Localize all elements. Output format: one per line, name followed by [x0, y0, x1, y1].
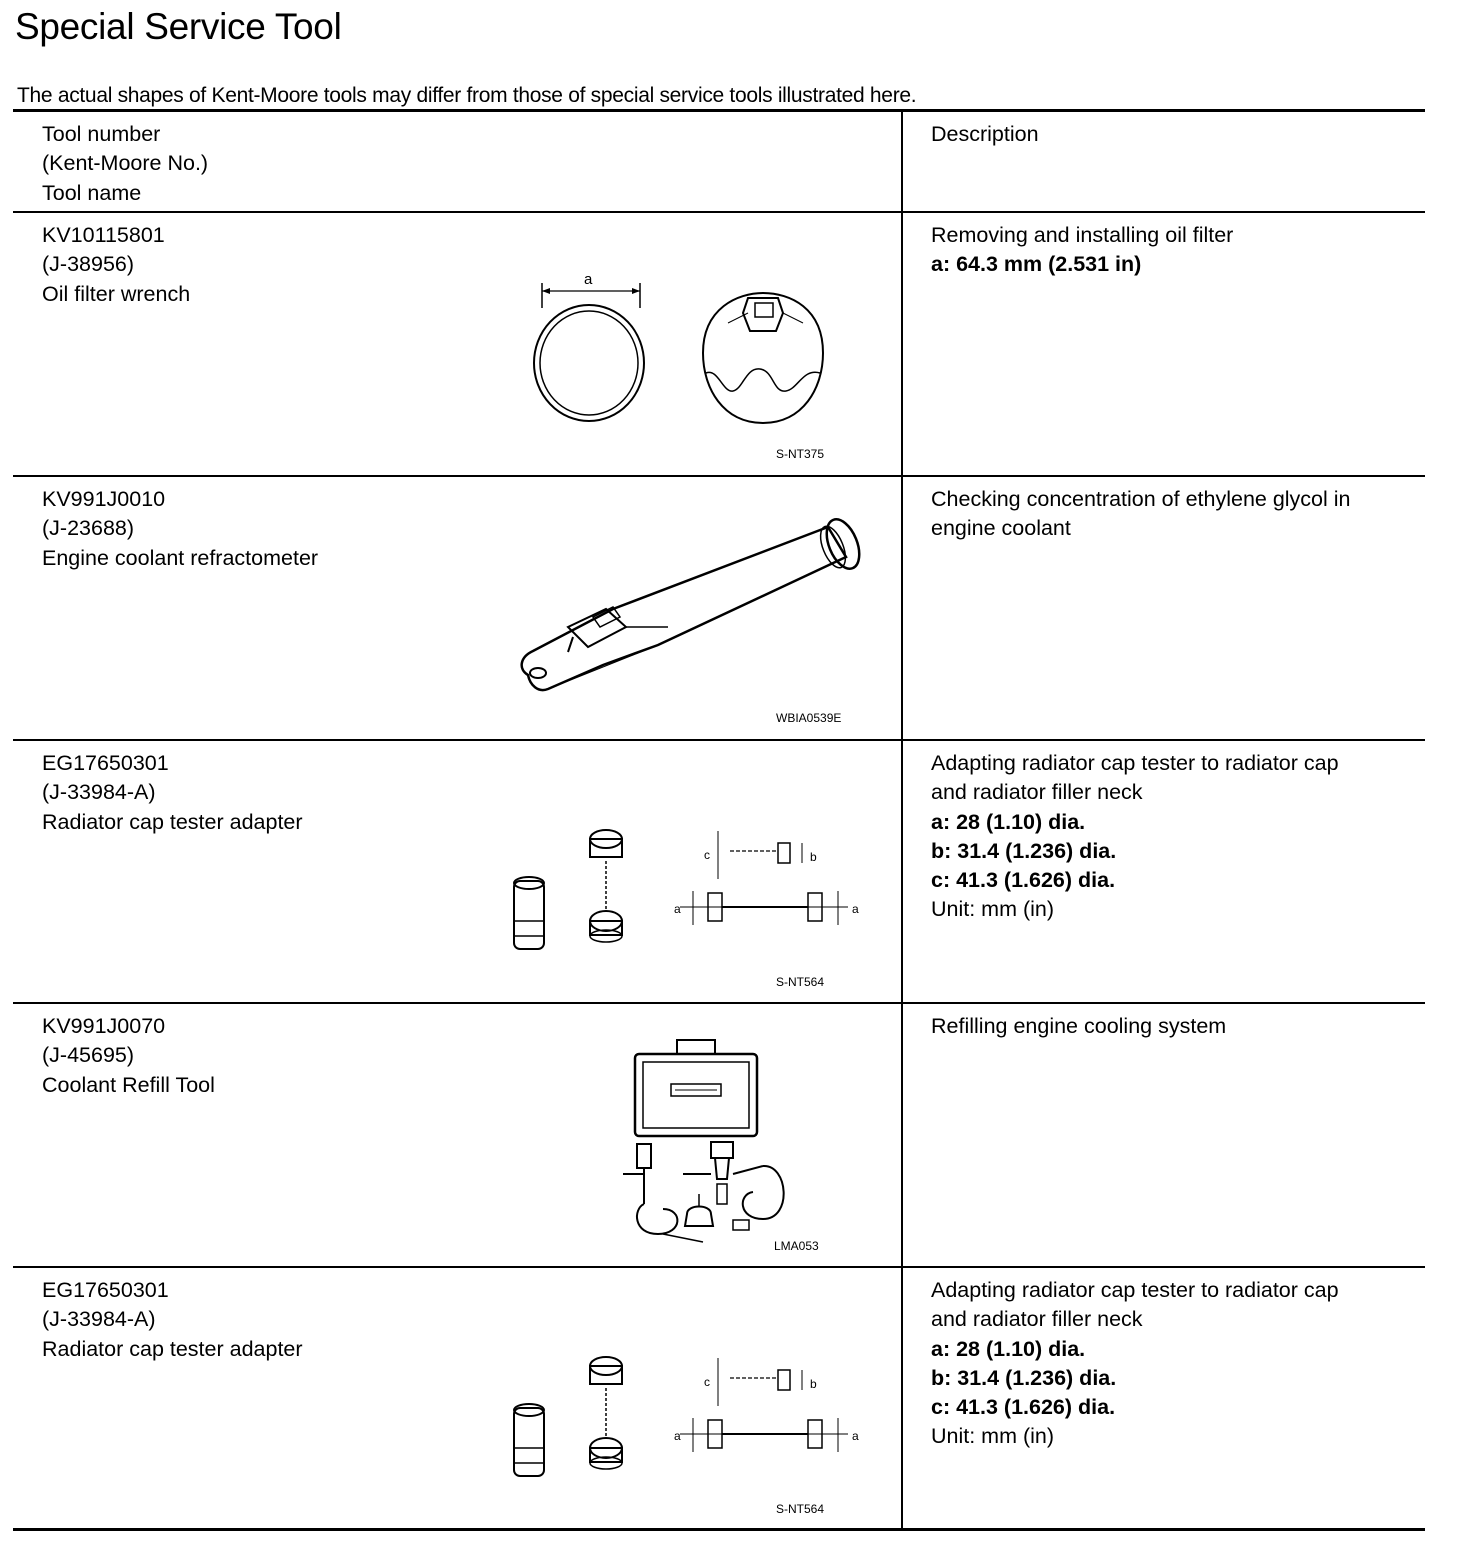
unit-note: Unit: mm (in): [931, 1424, 1055, 1449]
dimension-label-c: c: [704, 1375, 710, 1389]
kent-moore-number: (J-23688): [42, 516, 135, 541]
tool-number: KV991J0070: [42, 1014, 166, 1038]
header-tool-name: Tool name: [42, 180, 142, 205]
coolant-refill-tool-illustration: [613, 1034, 803, 1244]
header-tool-number: Tool number: [42, 122, 161, 146]
spec-a: a: 64.3 mm (2.531 in): [931, 252, 1142, 277]
tool-name: Radiator cap tester adapter: [42, 809, 303, 834]
dimension-label-a: a: [674, 1429, 681, 1443]
kent-moore-number: (J-45695): [42, 1043, 135, 1068]
tool-name: Oil filter wrench: [42, 281, 191, 306]
kent-moore-number: (J-33984-A): [42, 1307, 156, 1332]
page-note: The actual shapes of Kent-Moore tools may differ from those of special service tools illustrated here.: [17, 84, 917, 107]
radiator-cap-adapter-illustration: [508, 821, 868, 971]
tool-identity: [42, 749, 303, 837]
dimension-label-a: a: [852, 1429, 859, 1443]
spec-c: c: 41.3 (1.626) dia.: [931, 1395, 1116, 1420]
column-divider: [901, 112, 903, 213]
spec-b: b: 31.4 (1.236) dia.: [931, 1365, 1117, 1390]
tool-name: Coolant Refill Tool: [42, 1072, 215, 1097]
table-row: [13, 477, 1425, 741]
spec-b: b: 31.4 (1.236) dia.: [931, 838, 1117, 863]
column-divider: [901, 1268, 903, 1530]
radiator-cap-adapter-illustration: [508, 1348, 868, 1498]
description-line: Adapting radiator cap tester to radiator cap: [931, 1278, 1339, 1302]
description-line: Refilling engine cooling system: [931, 1014, 1227, 1038]
figure-code: LMA053: [774, 1239, 819, 1253]
figure-code: S-NT564: [776, 975, 825, 989]
tool-number: EG17650301: [42, 751, 169, 775]
tool-number: EG17650301: [42, 1278, 169, 1302]
page-title: Special Service Tool: [15, 6, 342, 47]
tool-name: Engine coolant refractometer: [42, 545, 319, 570]
table-bottom-rule: [13, 1528, 1425, 1531]
figure-code: S-NT564: [776, 1502, 825, 1516]
description-line: Checking concentration of ethylene glycol in: [931, 487, 1351, 511]
refractometer-illustration: [508, 517, 878, 717]
description-line: Adapting radiator cap tester to radiator cap: [931, 751, 1339, 775]
header-col1: [42, 120, 208, 208]
spec-a: a: 28 (1.10) dia.: [931, 1336, 1086, 1361]
tool-name: Radiator cap tester adapter: [42, 1336, 303, 1361]
column-divider: [901, 477, 903, 741]
dimension-label-a: a: [852, 902, 859, 916]
figure-code: WBIA0539E: [776, 711, 842, 725]
spec-a: a: 28 (1.10) dia.: [931, 809, 1086, 834]
table-row: [13, 1268, 1425, 1530]
tool-identity: [42, 221, 190, 309]
oil-filter-wrench-illustration: [528, 263, 828, 463]
dimension-label-a: a: [584, 271, 593, 288]
dimension-label-a: a: [674, 902, 681, 916]
header-description: Description: [931, 122, 1039, 146]
table-row: [13, 741, 1425, 1004]
unit-note: Unit: mm (in): [931, 897, 1055, 922]
dimension-label-b: b: [810, 850, 817, 864]
dimension-label-c: c: [704, 848, 710, 862]
tool-description: [931, 1276, 1411, 1452]
table-row: [13, 1004, 1425, 1268]
tool-description: [931, 485, 1411, 544]
tool-identity: [42, 1276, 303, 1364]
tool-description: [931, 221, 1411, 280]
column-divider: [901, 1004, 903, 1268]
tool-description: [931, 1012, 1411, 1041]
tool-identity: [42, 1012, 215, 1100]
table-row: [13, 213, 1425, 477]
dimension-label-b: b: [810, 1377, 817, 1391]
kent-moore-number: (J-33984-A): [42, 780, 156, 805]
spec-c: c: 41.3 (1.626) dia.: [931, 868, 1116, 893]
tool-number: KV10115801: [42, 223, 165, 247]
header-col2: [931, 120, 1411, 149]
description-line: and radiator filler neck: [931, 1307, 1143, 1332]
tool-identity: [42, 485, 318, 573]
column-divider: [901, 741, 903, 1004]
description-line: and radiator filler neck: [931, 780, 1143, 805]
table-header-row: [13, 112, 1425, 213]
tool-description: [931, 749, 1411, 925]
figure-code: S-NT375: [776, 447, 825, 461]
tool-number: KV991J0010: [42, 487, 166, 511]
description-line: engine coolant: [931, 516, 1071, 541]
header-kent-moore: (Kent-Moore No.): [42, 151, 209, 176]
column-divider: [901, 213, 903, 477]
description-line: Removing and installing oil filter: [931, 223, 1234, 247]
kent-moore-number: (J-38956): [42, 252, 135, 277]
